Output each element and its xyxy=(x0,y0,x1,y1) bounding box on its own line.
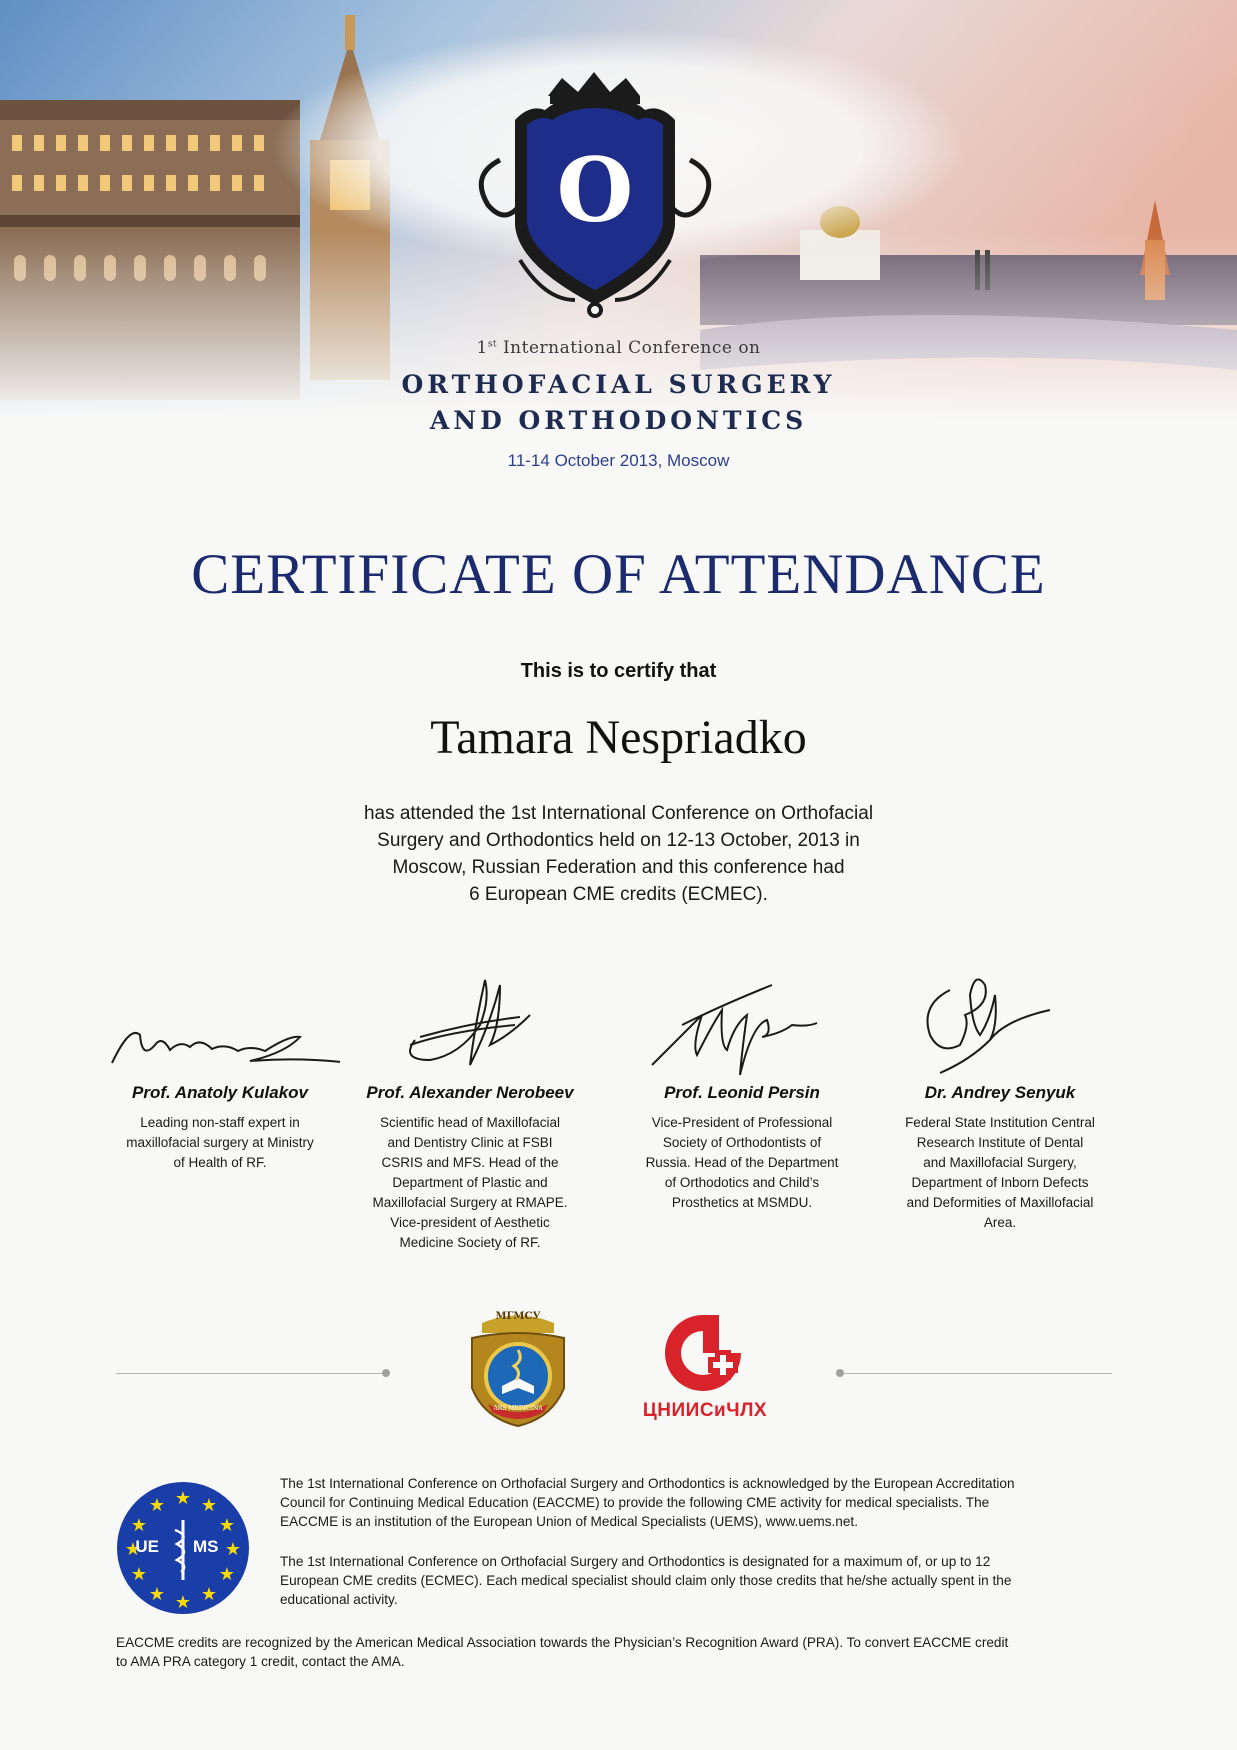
svg-text:★: ★ xyxy=(224,1539,242,1560)
signature-kulakov xyxy=(100,965,340,1075)
conference-title-line2: AND ORTHODONTICS xyxy=(429,406,808,435)
svg-text:★: ★ xyxy=(218,1564,236,1585)
msmdu-logo-ribbon-text: ARS MEDICINA xyxy=(493,1405,543,1412)
signatory-name: Prof. Leonid Persin xyxy=(664,1083,820,1102)
ama-note: EACCME credits are recognized by the American Medical Association towards the Physician’s Recognition Award (PRA). To convert EACCME credit to AMA PRA category 1 credit, contact the AMA. xyxy=(116,1635,1009,1669)
signatory-description: Federal State Institution Central Research Institute of Dental and Maxillofacial Surgery, Department of Inborn Defects and Deformities of Maxillofacial Area. xyxy=(905,1115,1095,1230)
divider-dot-right xyxy=(836,1369,844,1377)
certificate-body: has attended the 1st International Conference on Orthofacial Surgery and Orthodontics held on 12-13 October, 2013 in Moscow, Russian Federation and this conference had 6 European CME credits (ECMEC). xyxy=(363,803,874,905)
msmdu-logo xyxy=(462,1308,574,1432)
cniis-logo xyxy=(660,1310,750,1399)
accreditation-note: The 1st International Conference on Orthofacial Surgery and Orthodontics is acknowledged by the European Accreditation Council for Continuing Medical Education (EACCME) to provide the following CME activity for medical specialists. The EACCME is an institution of the European Union of Medical Specialists (UEMS), www.uems.net. xyxy=(280,1476,1015,1529)
emblem-letter: O xyxy=(556,138,634,242)
svg-text:★: ★ xyxy=(218,1515,236,1536)
signatory-senyuk xyxy=(880,965,1120,1233)
svg-text:★: ★ xyxy=(174,1488,192,1509)
certify-line: This is to certify that xyxy=(520,660,717,682)
signature-senyuk xyxy=(880,965,1120,1075)
divider-dot-left xyxy=(382,1369,390,1377)
uems-text-right: MS xyxy=(193,1537,219,1556)
signatory-name: Prof. Alexander Nerobeev xyxy=(366,1083,574,1102)
conference-subtitle: 1st International Conference on xyxy=(476,338,761,358)
cniis-logo-text: ЦНИИСиЧЛХ xyxy=(642,1400,768,1421)
conference-dates: 11-14 October 2013, Moscow xyxy=(507,451,730,470)
signatory-description: Vice-President of Professional Society of Orthodontists of Russia. Head of the Department of Orthodotics and Child’s Prosthetics at MSMDU. xyxy=(645,1115,839,1210)
svg-text:★: ★ xyxy=(200,1584,218,1605)
divider-right xyxy=(842,1373,1112,1374)
svg-text:★: ★ xyxy=(174,1592,192,1613)
signatory-nerobeev xyxy=(350,965,590,1253)
certificate-title: CERTIFICATE OF ATTENDANCE xyxy=(191,543,1046,606)
svg-text:★: ★ xyxy=(200,1495,218,1516)
signature-nerobeev xyxy=(350,965,590,1075)
svg-text:★: ★ xyxy=(148,1584,166,1605)
svg-text:★: ★ xyxy=(124,1539,142,1560)
signatory-name: Prof. Anatoly Kulakov xyxy=(131,1083,308,1102)
signature-persin xyxy=(622,965,862,1075)
credits-note: The 1st International Conference on Orthofacial Surgery and Orthodontics is designated for a maximum of, or up to 12 European CME credits (ECMEC). Each medical specialist should claim only those credits that he/she actually spent in the educational activity. xyxy=(280,1554,1012,1607)
uems-text-left: UE xyxy=(135,1537,159,1556)
msmdu-logo-top-text: МГМСУ xyxy=(495,1311,541,1322)
divider-left xyxy=(116,1373,386,1374)
signatory-name: Dr. Andrey Senyuk xyxy=(924,1083,1076,1102)
svg-text:★: ★ xyxy=(130,1515,148,1536)
cniis-logo-icon xyxy=(660,1310,750,1395)
conference-title-line1: ORTHOFACIAL SURGERY xyxy=(401,370,836,399)
signatory-description: Scientific head of Maxillofacial and Dentistry Clinic at FSBI CSRIS and MFS. Head of the Department of Plastic and Maxillofacial Surgery at RMAPE. Vice-president of Aesthetic Medicine Society of RF. xyxy=(372,1115,568,1250)
svg-text:★: ★ xyxy=(148,1495,166,1516)
signatory-kulakov xyxy=(100,965,340,1173)
signatory-persin xyxy=(622,965,862,1213)
signatory-description: Leading non-staff expert in maxillofacial surgery at Ministry of Health of RF. xyxy=(126,1115,314,1170)
recipient-name: Tamara Nespriadko xyxy=(430,711,807,764)
svg-text:★: ★ xyxy=(130,1564,148,1585)
